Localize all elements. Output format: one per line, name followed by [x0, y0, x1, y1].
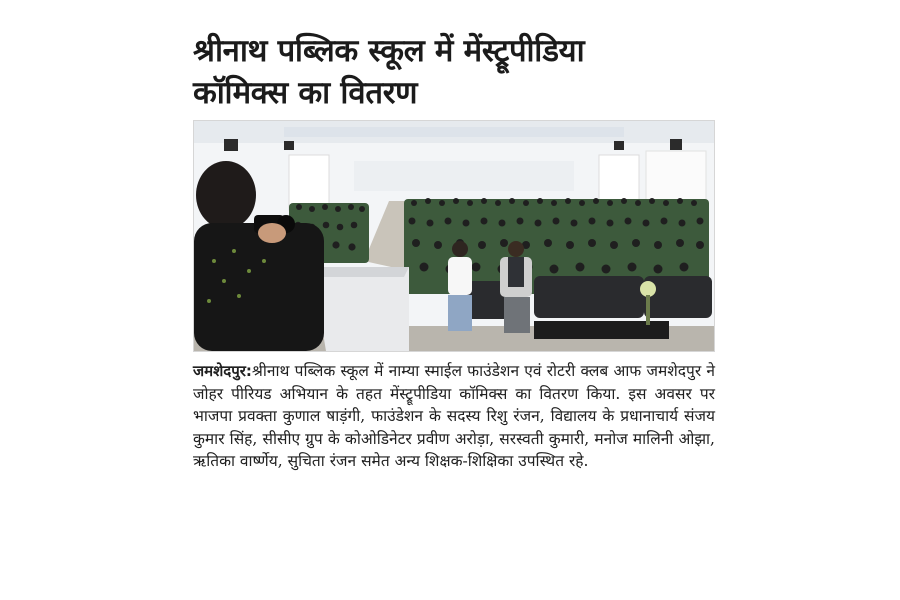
article-text: श्रीनाथ पब्लिक स्कूल में नाम्या स्माईल फाउंडेशन एवं रोटरी क्लब आफ जमशेदपुर ने जोहर पीरियड अभियान के तहत मेंस्ट्रूपीडिया कॉमिक्स का वितरण किया. इस अवसर पर भाजपा प्रवक्ता कुणाल षाड़ंगी, फाउंडेशन के सदस्य रिशु रंजन, विद्यालय के प्रधानाचार्य संजय कुमार सिंह, सीसीए ग्रुप के कोओडिनेटर प्रवीण अरोड़ा, सरस्वती कुमारी, मनोज मालिनी ओझा, ऋतिका वार्ष्णेय, सुचिता रंजन समेत अन्य शिक्षक-शिक्षिका उपस्थित रहे. — [193, 362, 715, 470]
event-photo — [193, 120, 715, 352]
news-clipping — [193, 30, 715, 473]
article-body — [193, 360, 715, 473]
auditorium-scene — [194, 121, 714, 351]
headline-line-2: कॉमिक्स का वितरण — [193, 75, 418, 111]
headline — [193, 30, 715, 114]
headline-line-1: श्रीनाथ पब्लिक स्कूल में मेंस्ट्रूपीडिया — [193, 33, 585, 69]
dateline: जमशेदपुर: — [193, 362, 252, 380]
